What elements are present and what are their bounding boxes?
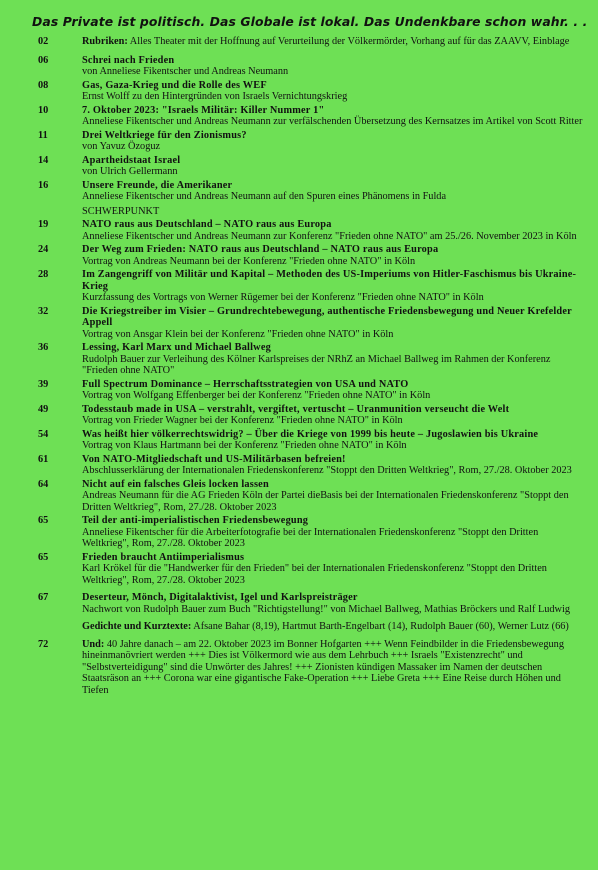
- page-number: [38, 621, 82, 633]
- page-number: 32: [38, 305, 49, 317]
- entry-body: [82, 55, 586, 78]
- entry-body: [82, 80, 586, 103]
- entry-body: [82, 515, 586, 550]
- entry-subtitle: Rudolph Bauer zur Verleihung des Kölner Karlspreises der NRhZ an Michael Ballweg im Rahmen der Konferenz "Frieden ohne NATO": [82, 353, 551, 376]
- page-number: 06: [38, 54, 49, 66]
- page-number: 02: [38, 36, 49, 47]
- entry-title: Die Kriegstreiber im Visier – Grundrechtebewegung, authentische Friedensbewegung und Neuer Krefelder Appell: [82, 305, 572, 328]
- entry-title: Deserteur, Mönch, Digitalaktivist, Igel und Karlspreisträger: [82, 592, 358, 603]
- entry-title: NATO raus aus Deutschland – NATO raus aus Europa: [82, 219, 332, 230]
- toc-entry: [38, 342, 586, 377]
- page-number: 16: [38, 179, 49, 191]
- entry-body: [82, 269, 586, 304]
- entry-title: Schrei nach Frieden: [82, 54, 175, 66]
- page-number: 61: [38, 453, 49, 465]
- entry-title: Teil der anti-imperialistischen Friedensbewegung: [82, 515, 309, 526]
- page-number: 14: [38, 154, 49, 166]
- entry-title: 7. Oktober 2023: "Israels Militär: Killer Nummer 1": [82, 104, 325, 116]
- toc-entry: [38, 515, 586, 550]
- toc-entry: [38, 379, 586, 402]
- entry-subtitle: Andreas Neumann für die AG Frieden Köln der Partei dieBasis bei der Internationalen Friedenskonferenz "Stoppt den Dritten Weltkrieg", Rom, 27./28. Oktober 2023: [82, 490, 569, 513]
- entry-subtitle: Anneliese Fikentscher und Andreas Neumann zur Konferenz "Frieden ohne NATO" am 25./26. November 2023 in Köln: [82, 230, 577, 242]
- page-number: 10: [38, 104, 49, 116]
- entry-subtitle: Vortrag von Klaus Hartmann bei der Konferenz "Frieden ohne NATO" in Köln: [82, 440, 407, 451]
- toc-entry: [38, 404, 586, 427]
- section-label: SCHWERPUNKT: [82, 205, 160, 217]
- entry-label: Gedichte und Kurztexte:: [82, 621, 192, 632]
- entry-title: Drei Weltkriege für den Zionismus?: [82, 129, 247, 141]
- toc-entry: [38, 306, 586, 341]
- entry-text: 40 Jahre danach – am 22. Oktober 2023 im Bonner Hofgarten +++ Wenn Feindbilder in die Friedensbewegung hineinmanövriert werden +++ Dies ist Völkermord wie aus dem Lehrbuch +++ Israels "Existenzrecht" und "Selbstverteidigung" sind die Unwörter des Jahres! +++ Zionisten kündigen Massaker im Namen der deutschen Staatsräson an +++ Corona war eine gigantische Fake-Operation +++ Liebe Greta +++ Eine Reise durch Höhen und Tiefen: [82, 638, 564, 696]
- page-number: 39: [38, 378, 49, 390]
- entry-body: [82, 105, 586, 128]
- entry-subtitle: Anneliese Fikentscher für die Arbeiterfotografie bei der Internationalen Friedenskonferenz "Stoppt den Dritten Weltkrieg", Rom, 27./28. Oktober 2023: [82, 526, 539, 549]
- entry-body: [82, 342, 586, 377]
- page-number: 65: [38, 551, 49, 563]
- entry-body: [82, 180, 586, 203]
- toc-entry: [38, 80, 586, 103]
- entry-label: Rubriken:: [82, 36, 128, 47]
- entry-title: Der Weg zum Frieden: NATO raus aus Deutschland – NATO raus aus Europa: [82, 244, 439, 255]
- entry-body: [82, 429, 586, 452]
- entry-title: Todesstaub made in USA – verstrahlt, vergiftet, vertuscht – Uranmunition verseucht die Welt: [82, 403, 510, 415]
- entry-body: [82, 592, 586, 615]
- entry-body: [82, 454, 586, 477]
- toc-entry: [38, 429, 586, 452]
- entry-subtitle: von Anneliese Fikentscher und Andreas Neumann: [82, 66, 289, 77]
- toc-entry: [38, 36, 586, 48]
- entry-body: [82, 130, 586, 153]
- page-number: 36: [38, 342, 49, 353]
- page-number: 08: [38, 79, 49, 91]
- toc-entry: [38, 219, 586, 242]
- entry-subtitle: Karl Krökel für die "Handwerker für den Frieden" bei der Internationalen Friedenskonferenz "Stoppt den Dritten Weltkrieg", Rom, 27./28. Oktober 2023: [82, 563, 547, 586]
- entry-text: Alles Theater mit der Hoffnung auf Verurteilung der Völkermörder, Vorhang auf für das ZAAVV, Einblage: [129, 36, 570, 47]
- entry-title: Apartheidstaat Israel: [82, 154, 181, 166]
- entry-title: Nicht auf ein falsches Gleis locken lassen: [82, 478, 269, 490]
- toc-entry: [38, 244, 586, 267]
- entry-subtitle: Vortrag von Andreas Neumann bei der Konferenz "Frieden ohne NATO" in Köln: [82, 255, 416, 267]
- page-number: 49: [38, 403, 49, 415]
- entry-body: [82, 36, 586, 48]
- entry-body: [82, 155, 586, 178]
- entry-subtitle: Kurzfassung des Vortrags von Werner Rügemer bei der Konferenz "Frieden ohne NATO" in Köln: [82, 292, 484, 303]
- entry-label: Und:: [82, 638, 105, 650]
- entry-title: Gas, Gaza-Krieg und die Rolle des WEF: [82, 79, 267, 91]
- entry-subtitle: Ernst Wolff zu den Hintergründen von Israels Vernichtungskrieg: [82, 91, 348, 102]
- page-number: 54: [38, 428, 49, 440]
- entry-title: Lessing, Karl Marx und Michael Ballweg: [82, 342, 271, 353]
- entry-title: Von NATO-Mitgliedschaft und US-Militärbasen befreien!: [82, 453, 346, 465]
- entry-title: Full Spectrum Dominance – Herrschaftsstrategien von USA und NATO: [82, 378, 409, 390]
- toc-entry: [38, 105, 586, 128]
- entry-subtitle: von Ulrich Gellermann: [82, 166, 178, 177]
- entry-title: Frieden braucht Antiimperialismus: [82, 551, 245, 563]
- entry-body: [82, 219, 586, 242]
- entry-subtitle: Anneliese Fikentscher und Andreas Neumann zur verfälschenden Übersetzung des Kernsatzes im Artikel von Scott Ritter: [82, 116, 583, 127]
- toc-entry: [38, 639, 586, 697]
- entry-body: [82, 244, 586, 267]
- toc-entry: [38, 552, 586, 587]
- toc-entry: [38, 454, 586, 477]
- entry-subtitle: von Yavuz Özoguz: [82, 141, 161, 152]
- page-number: 11: [38, 129, 48, 141]
- entry-subtitle: Abschlusserklärung der Internationalen Friedenskonferenz "Stoppt den Dritten Weltkrieg", Rom, 27./28. Oktober 2023: [82, 465, 572, 476]
- toc-entry: [38, 621, 586, 633]
- entry-subtitle: Vortrag von Wolfgang Effenberger bei der Konferenz "Frieden ohne NATO" in Köln: [82, 390, 431, 401]
- toc-entry: [38, 592, 586, 615]
- toc-entry: [38, 269, 586, 304]
- entry-subtitle: Nachwort von Rudolph Bauer zum Buch "Richtigstellung!" von Michael Ballweg, Mathias Bröckers und Ralf Ludwig: [82, 603, 570, 615]
- entry-body: [82, 552, 586, 587]
- entry-title: Unsere Freunde, die Amerikaner: [82, 179, 233, 191]
- page-header: Das Private ist politisch. Das Globale ist lokal. Das Undenkbare schon wahr. . .: [32, 14, 588, 29]
- entry-text: Afsane Bahar (8,19), Hartmut Barth-Engelbart (14), Rudolph Bauer (60), Werner Lutz (66): [193, 621, 569, 632]
- page-number: 24: [38, 244, 49, 255]
- page-number: 67: [38, 592, 49, 603]
- page-number: 28: [38, 269, 49, 280]
- page-number: 65: [38, 515, 49, 526]
- table-of-contents: [38, 36, 586, 696]
- entry-subtitle: Anneliese Fikentscher und Andreas Neumann auf den Spuren eines Phänomens in Fulda: [82, 191, 447, 202]
- entry-body: [82, 639, 586, 697]
- toc-entry: [38, 180, 586, 203]
- entry-subtitle: Vortrag von Ansgar Klein bei der Konferenz "Frieden ohne NATO" in Köln: [82, 328, 394, 340]
- toc-entry: [38, 479, 586, 514]
- entry-body: [82, 404, 586, 427]
- entry-body: [82, 479, 586, 514]
- toc-entry: [38, 155, 586, 178]
- entry-subtitle: Vortrag von Frieder Wagner bei der Konferenz "Frieden ohne NATO" in Köln: [82, 415, 403, 426]
- entry-title: Im Zangengriff von Militär und Kapital – Methoden des US-Imperiums von Hitler-Faschismus bis Ukraine-Krieg: [82, 269, 577, 292]
- entry-body: [82, 306, 586, 341]
- toc-entry: [38, 130, 586, 153]
- page-number: 72: [38, 638, 49, 650]
- page-number: 19: [38, 219, 49, 230]
- entry-title: Was heißt hier völkerrechtswidrig? – Über die Kriege von 1999 bis heute – Jugoslawien bis Ukraine: [82, 428, 539, 440]
- entry-body: [82, 621, 586, 633]
- toc-entry: [38, 55, 586, 78]
- entry-body: [82, 379, 586, 402]
- page-number: 64: [38, 478, 49, 490]
